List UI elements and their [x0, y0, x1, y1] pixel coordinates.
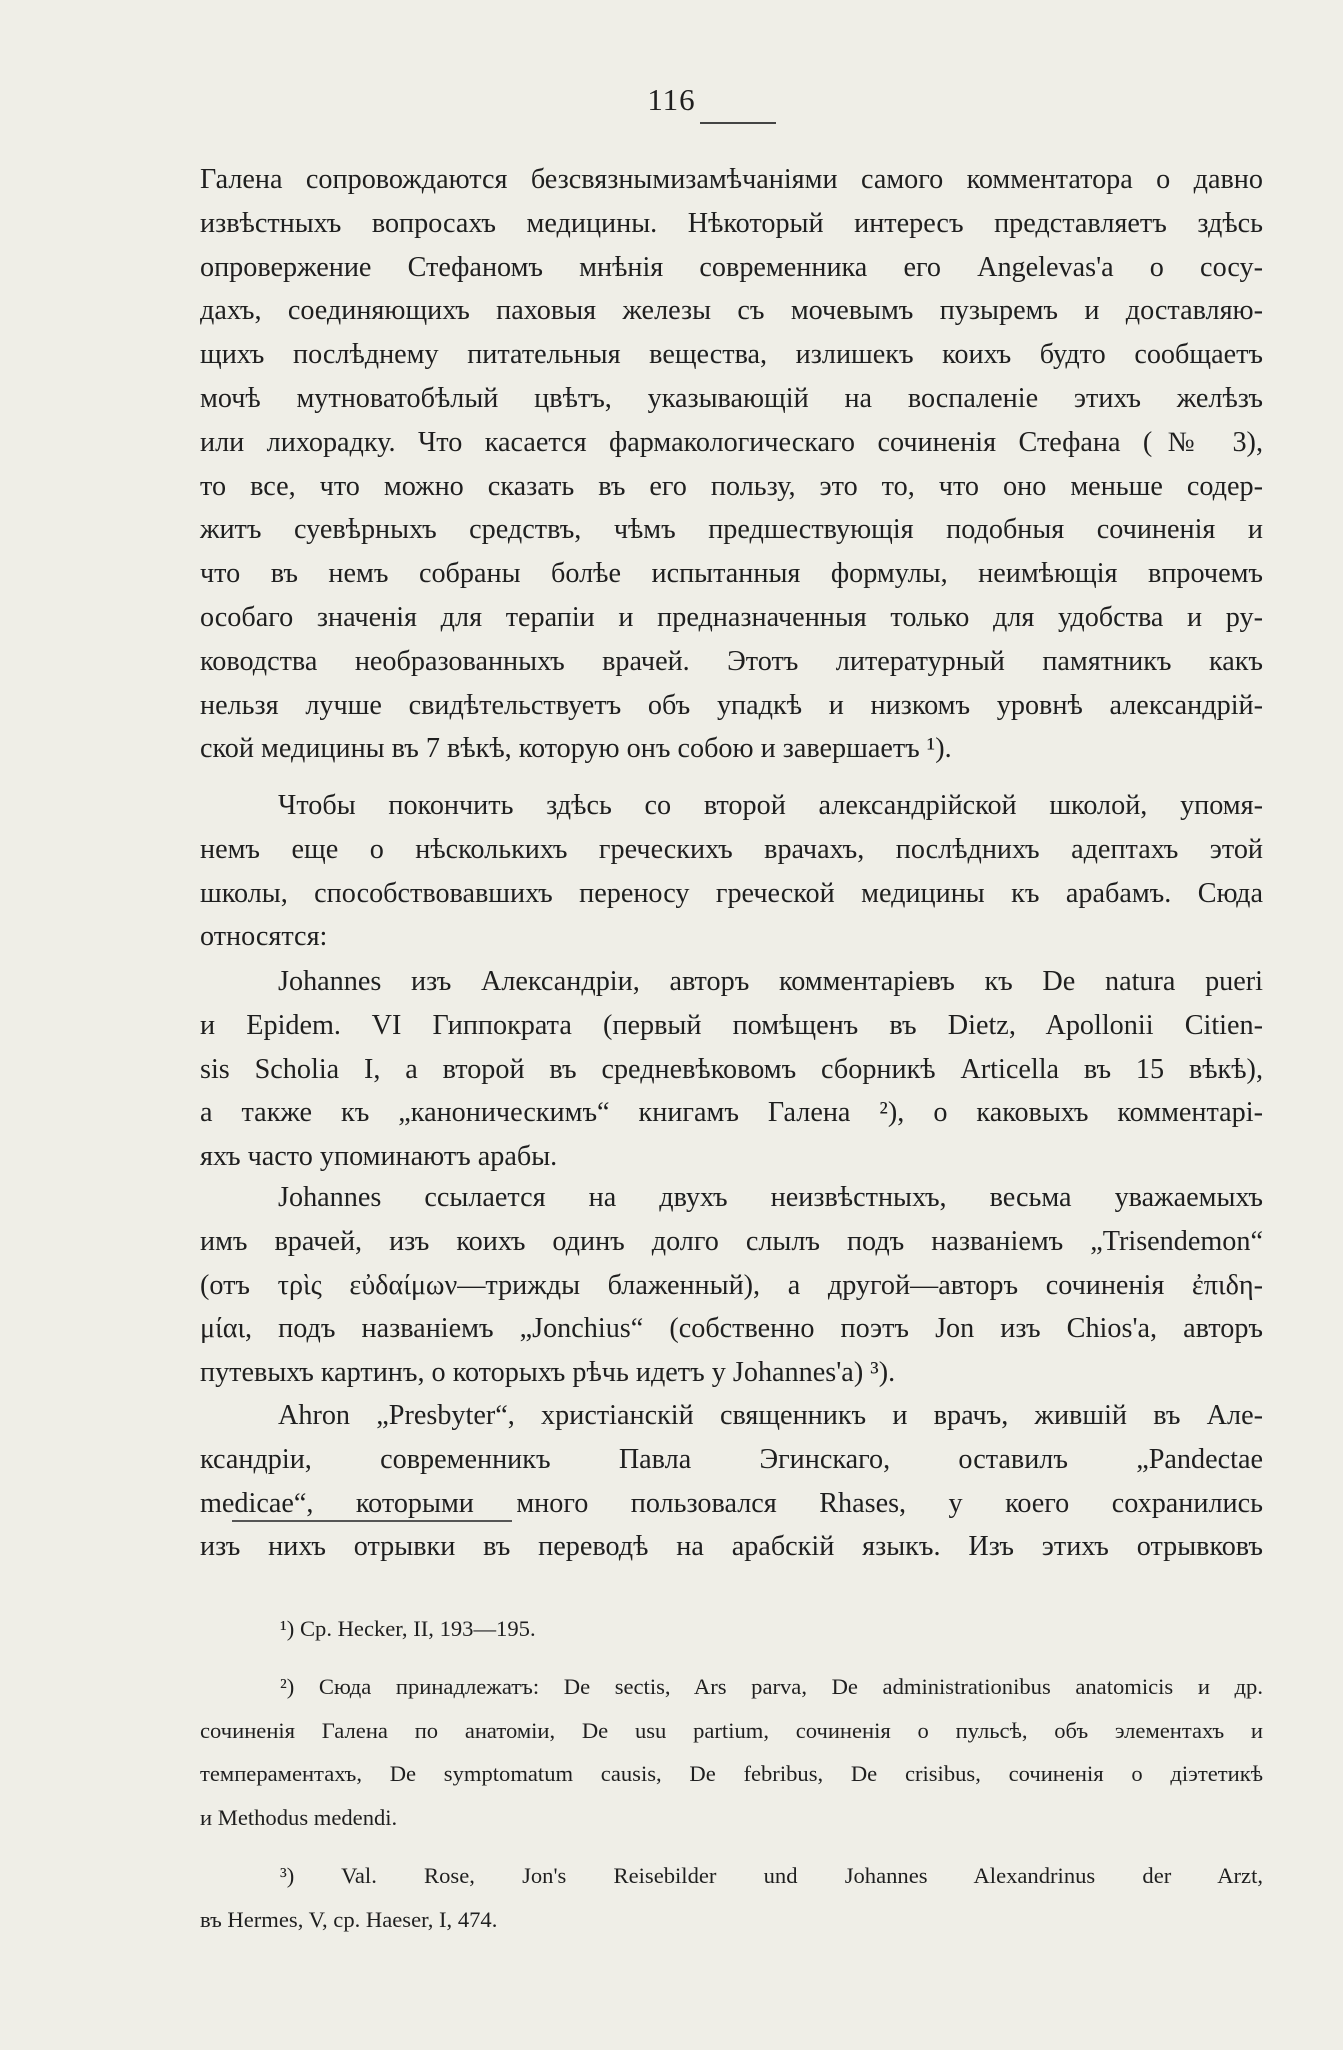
text-line: школы, способствовавшихъ переносу греческой медицины къ арабамъ. Сюда [200, 877, 1263, 909]
text-line: относятся: [200, 921, 328, 953]
footnote-rule [232, 1520, 512, 1522]
text-line: имъ врачей, изъ коихъ одинъ долго слылъ подъ названіемъ „Trisendemon“ [200, 1225, 1263, 1257]
text-line: нельзя лучше свидѣтельствуетъ объ упадкѣ и низкомъ уровнѣ александрій- [200, 689, 1263, 721]
text-line: Johannes изъ Александріи, авторъ комментаріевъ къ De natura pueri [278, 966, 1263, 997]
text-line: яхъ часто упоминаютъ арабы. [200, 1141, 558, 1173]
page-number: 116 [647, 82, 696, 117]
footnote-line: ¹) Ср. Hecker, II, 193—195. [280, 1616, 536, 1641]
text-line: или лихорадку. Что касается фармакологическаго сочиненія Стефана (№ 3), [200, 426, 1263, 458]
footnote-line: ³) Val. Rose, Jon's Reisebilder und Johannes Alexandrinus der Arzt, [280, 1862, 1263, 1888]
text-line: ской медицины въ 7 вѣкѣ, которую онъ собою и завершаетъ ¹). [200, 733, 952, 765]
page-number-rule [700, 122, 776, 124]
paragraph-1 [200, 158, 1263, 771]
text-line: ксандріи, современникъ Павла Эгинскаго, оставилъ „Pandectae [200, 1443, 1263, 1475]
text-line: (отъ τρὶς εὐδαίμων—трижды блаженный), а другой—авторъ сочиненія ἐπιδη- [200, 1269, 1263, 1301]
text-line: Чтобы покончить здѣсь со второй александрійской школой, упомя- [278, 790, 1263, 821]
text-line: опровержение Стефаномъ мнѣнія современника его Angelevas'a о сосу- [200, 251, 1263, 283]
text-line: путевыхъ картинъ, о которыхъ рѣчь идетъ у Johannes'a) ³). [200, 1357, 896, 1389]
text-line: житъ суевѣрныхъ средствъ, чѣмъ предшествующія подобныя сочиненія и [200, 514, 1263, 546]
footnotes [200, 1612, 1263, 1947]
text-line: изъ нихъ отрывки въ переводѣ на арабскій языкъ. Изъ этихъ отрывковъ [200, 1531, 1263, 1563]
text-line: щихъ послѣднему питательныя вещества, излишекъ коихъ будто сообщаетъ [200, 339, 1263, 371]
footnote-line: сочиненія Галена по анатоміи, De usu partium, сочиненія о пульсѣ, объ элементахъ и [200, 1717, 1263, 1743]
footnote-line: въ Hermes, V, ср. Haeser, I, 474. [200, 1906, 498, 1932]
footnote-line: ²) Сюда принадлежатъ: De sectis, Ars parva, De administrationibus anatomicis и др. [280, 1673, 1263, 1699]
text-line: извѣстныхъ вопросахъ медицины. Нѣкоторый интересъ представляетъ здѣсь [200, 207, 1263, 239]
paragraph-3 [200, 960, 1263, 1179]
paragraph-5 [200, 1394, 1263, 1569]
text-line: medicae“, которыми много пользовался Rhases, у коего сохранились [200, 1487, 1263, 1519]
text-line: Галена сопровождаются безсвязнымизамѣчаніями самого комментатора о давно [200, 164, 1263, 195]
footnote-line: темпераментахъ, De symptomatum causis, De febribus, De crisibus, сочиненія о діэтетикѣ [200, 1761, 1263, 1787]
text-line: ководства необразованныхъ врачей. Этотъ литературный памятникъ какъ [200, 645, 1263, 677]
paragraph-2 [200, 784, 1263, 959]
text-line: дахъ, соединяющихъ паховыя железы съ мочевымъ пузыремъ и доставляю- [200, 295, 1263, 327]
footnote-line: и Methodus medendi. [200, 1805, 398, 1831]
text-line: немъ еще о нѣсколькихъ греческихъ врачахъ, послѣднихъ адептахъ этой [200, 833, 1263, 865]
text-line: то все, что можно сказать въ его пользу, это то, что оно меньше содер- [200, 470, 1263, 502]
text-line: μίαι, подъ названіемъ „Jonchius“ (собственно поэтъ Jon изъ Chios'a, авторъ [200, 1313, 1263, 1345]
text-line: и Epidem. VI Гиппократа (первый помѣщенъ въ Dietz, Apollonii Citien- [200, 1009, 1263, 1041]
text-line: а также къ „каноническимъ“ книгамъ Галена ²), о каковыхъ комментарі- [200, 1097, 1263, 1129]
text-line: sis Scholia I, а второй въ средневѣковомъ сборникѣ Articella въ 15 вѣкѣ), [200, 1053, 1263, 1085]
text-line: Johannes ссылается на двухъ неизвѣстныхъ, весьма уважаемыхъ [278, 1182, 1263, 1213]
text-line: Ahron „Presbyter“, христіанскій священникъ и врачъ, жившій въ Але- [278, 1400, 1263, 1431]
paragraph-4 [200, 1176, 1263, 1395]
text-line: что въ немъ собраны болѣе испытанныя формулы, неимѣющія впрочемъ [200, 558, 1263, 590]
text-line: особаго значенія для терапіи и предназначенныя только для удобства и ру- [200, 601, 1263, 633]
text-line: мочѣ мутноватобѣлый цвѣтъ, указывающій на воспаленіе этихъ желѣзъ [200, 382, 1263, 414]
